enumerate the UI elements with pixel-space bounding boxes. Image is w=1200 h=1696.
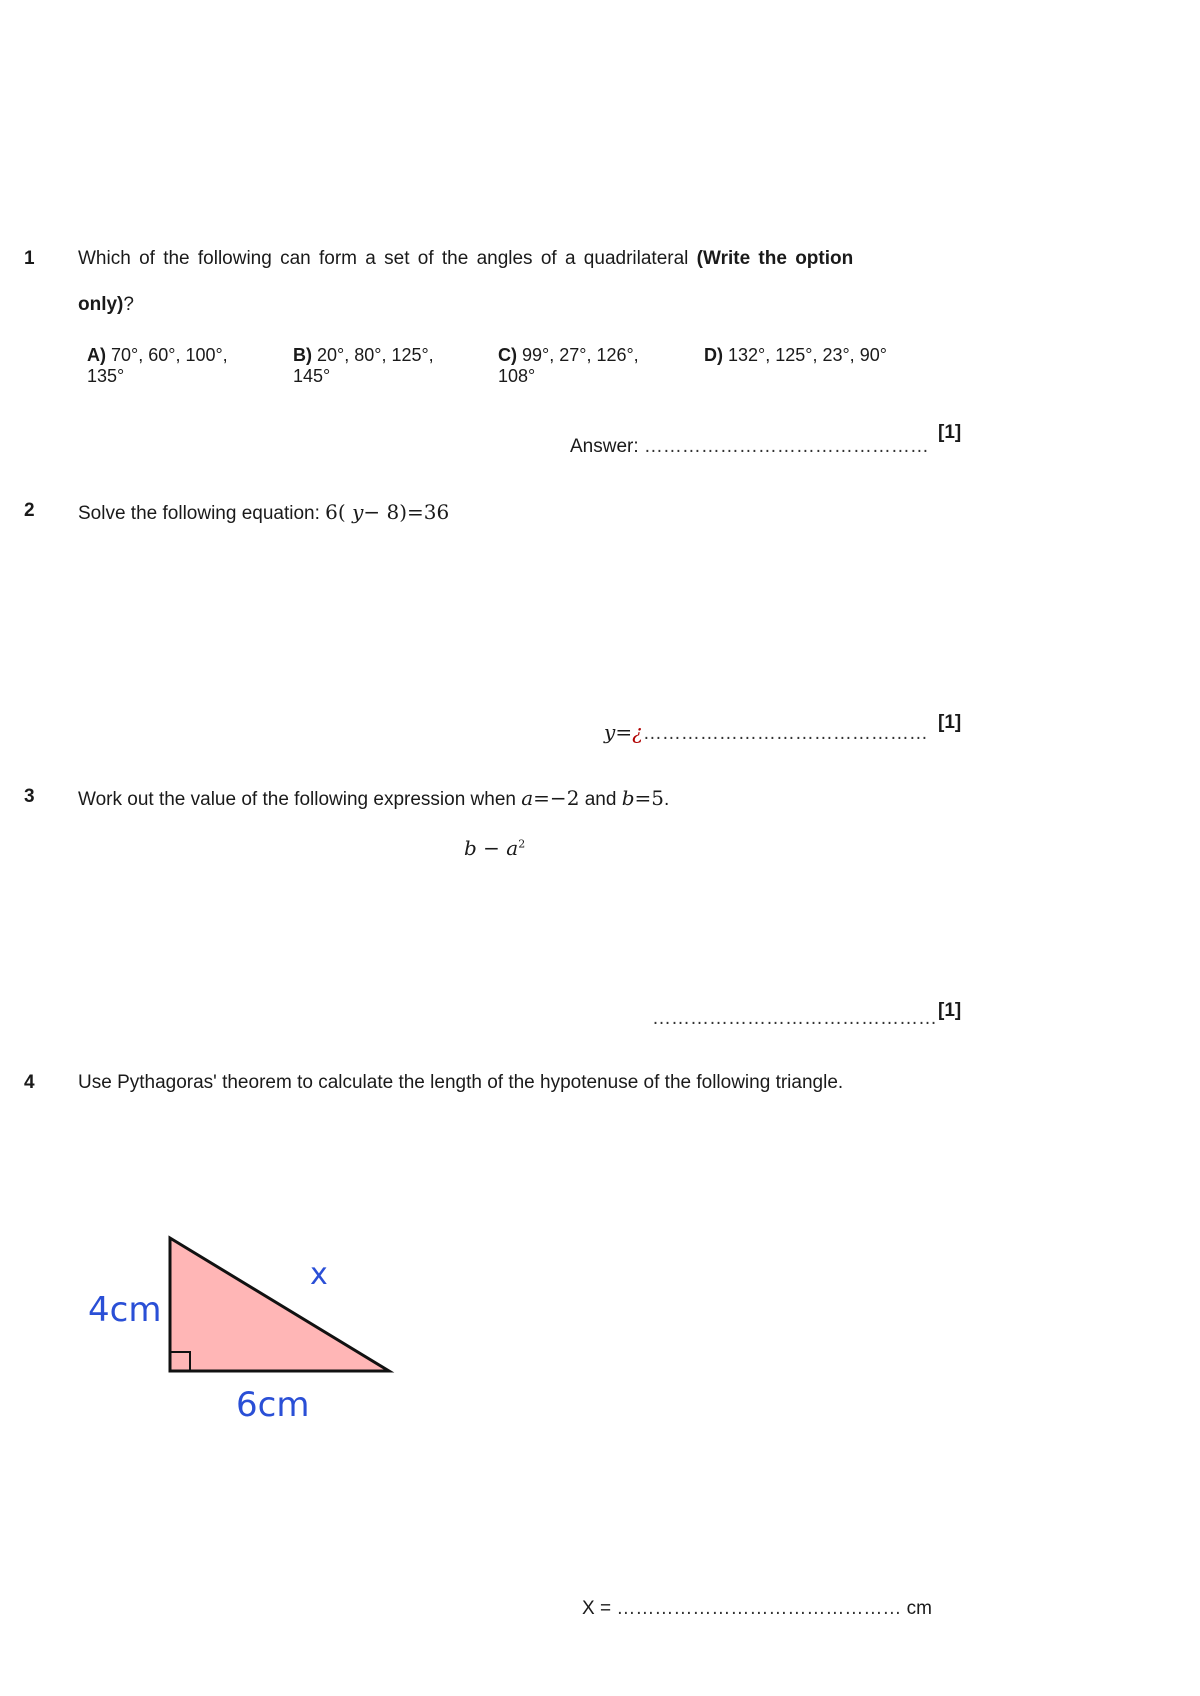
expression-b: b	[464, 836, 477, 860]
question-3-marks: [1]	[938, 1000, 962, 1021]
question-3-number: 3	[24, 786, 35, 807]
answer-equals: =	[615, 720, 633, 744]
expression-minus: −	[476, 836, 507, 860]
option-b	[293, 345, 453, 387]
question-4-answer-label: X =	[582, 1598, 617, 1619]
question-4-text: Use Pythagoras' theorem to calculate the length of the hypotenuse of the following triangle.	[78, 1072, 844, 1093]
question-2-marks: [1]	[938, 712, 962, 733]
equation-suffix: − 8)=36	[363, 500, 450, 524]
option-a-text: 70°, 60°, 100°,	[106, 345, 228, 365]
condition-b	[622, 786, 664, 810]
condition-a	[521, 786, 579, 810]
expression-exponent: 2	[518, 837, 526, 851]
question-1-answer-label: Answer:	[570, 436, 644, 457]
question-2-answer-dots: ………………………………………	[642, 723, 928, 744]
question-3-period: .	[663, 789, 670, 810]
question-1-answer-dots: ………………………………………	[643, 436, 929, 457]
option-c-text: 99°, 27°, 126°,	[517, 345, 639, 365]
question-3-answer-line	[652, 1008, 937, 1030]
condition-a-value: =−2	[533, 786, 580, 810]
answer-variable: y	[604, 720, 616, 744]
triangle-label-bottom: 6cm	[236, 1385, 310, 1420]
triangle-diagram	[80, 1220, 420, 1420]
question-4-answer-line	[582, 1598, 932, 1620]
option-d	[704, 345, 924, 366]
option-a-text-line2: 135°	[87, 366, 125, 386]
triangle-shape	[170, 1238, 389, 1371]
question-1-tail: ?	[123, 294, 134, 315]
question-3-text	[78, 786, 669, 811]
question-1-text-line2	[78, 294, 134, 316]
condition-b-value: =5	[634, 786, 664, 810]
option-b-text: 20°, 80°, 125°,	[312, 345, 434, 365]
question-4-answer-unit: cm	[901, 1598, 932, 1619]
option-a-letter: A)	[87, 345, 106, 365]
expression-a: a	[506, 836, 519, 860]
option-c-letter: C)	[498, 345, 517, 365]
equation-prefix: 6(	[325, 500, 346, 524]
question-2-number: 2	[24, 500, 35, 521]
question-4-number: 4	[24, 1072, 35, 1093]
option-c	[498, 345, 658, 387]
question-1-answer-line	[570, 436, 929, 458]
question-1-number: 1	[24, 248, 35, 269]
question-2-text	[78, 500, 449, 525]
triangle-label-left: 4cm	[88, 1290, 162, 1330]
option-a	[87, 345, 247, 387]
question-1-marks: [1]	[938, 422, 962, 443]
option-d-letter: D)	[704, 345, 723, 365]
option-c-text-line2: 108°	[498, 366, 536, 386]
answer-placeholder-glyph: ¿	[632, 720, 643, 744]
question-2-stem: Solve the following equation:	[78, 503, 326, 524]
question-1-instruction-end: only)	[78, 294, 124, 315]
question-1-text	[78, 248, 908, 270]
question-1-stem: Which of the following can form a set of the angles of a quadrilateral	[78, 248, 697, 269]
option-d-text: 132°, 125°, 23°, 90°	[723, 345, 887, 365]
question-1-instruction: (Write the option	[696, 248, 854, 269]
question-3-expression	[464, 836, 525, 860]
question-4-answer-dots: ………………………………………	[616, 1598, 902, 1619]
condition-b-variable: b	[621, 786, 635, 810]
question-3-stem: Work out the value of the following expression when	[78, 789, 522, 810]
option-b-letter: B)	[293, 345, 312, 365]
option-b-text-line2: 145°	[293, 366, 331, 386]
equation-variable: y	[352, 500, 364, 524]
triangle-label-hypotenuse: x	[310, 1257, 328, 1292]
condition-a-variable: a	[521, 786, 534, 810]
question-2-equation	[325, 500, 449, 524]
and-word: and	[579, 789, 622, 810]
question-3-answer-dots: ………………………………………	[652, 1008, 937, 1029]
question-2-answer-line	[604, 720, 928, 745]
